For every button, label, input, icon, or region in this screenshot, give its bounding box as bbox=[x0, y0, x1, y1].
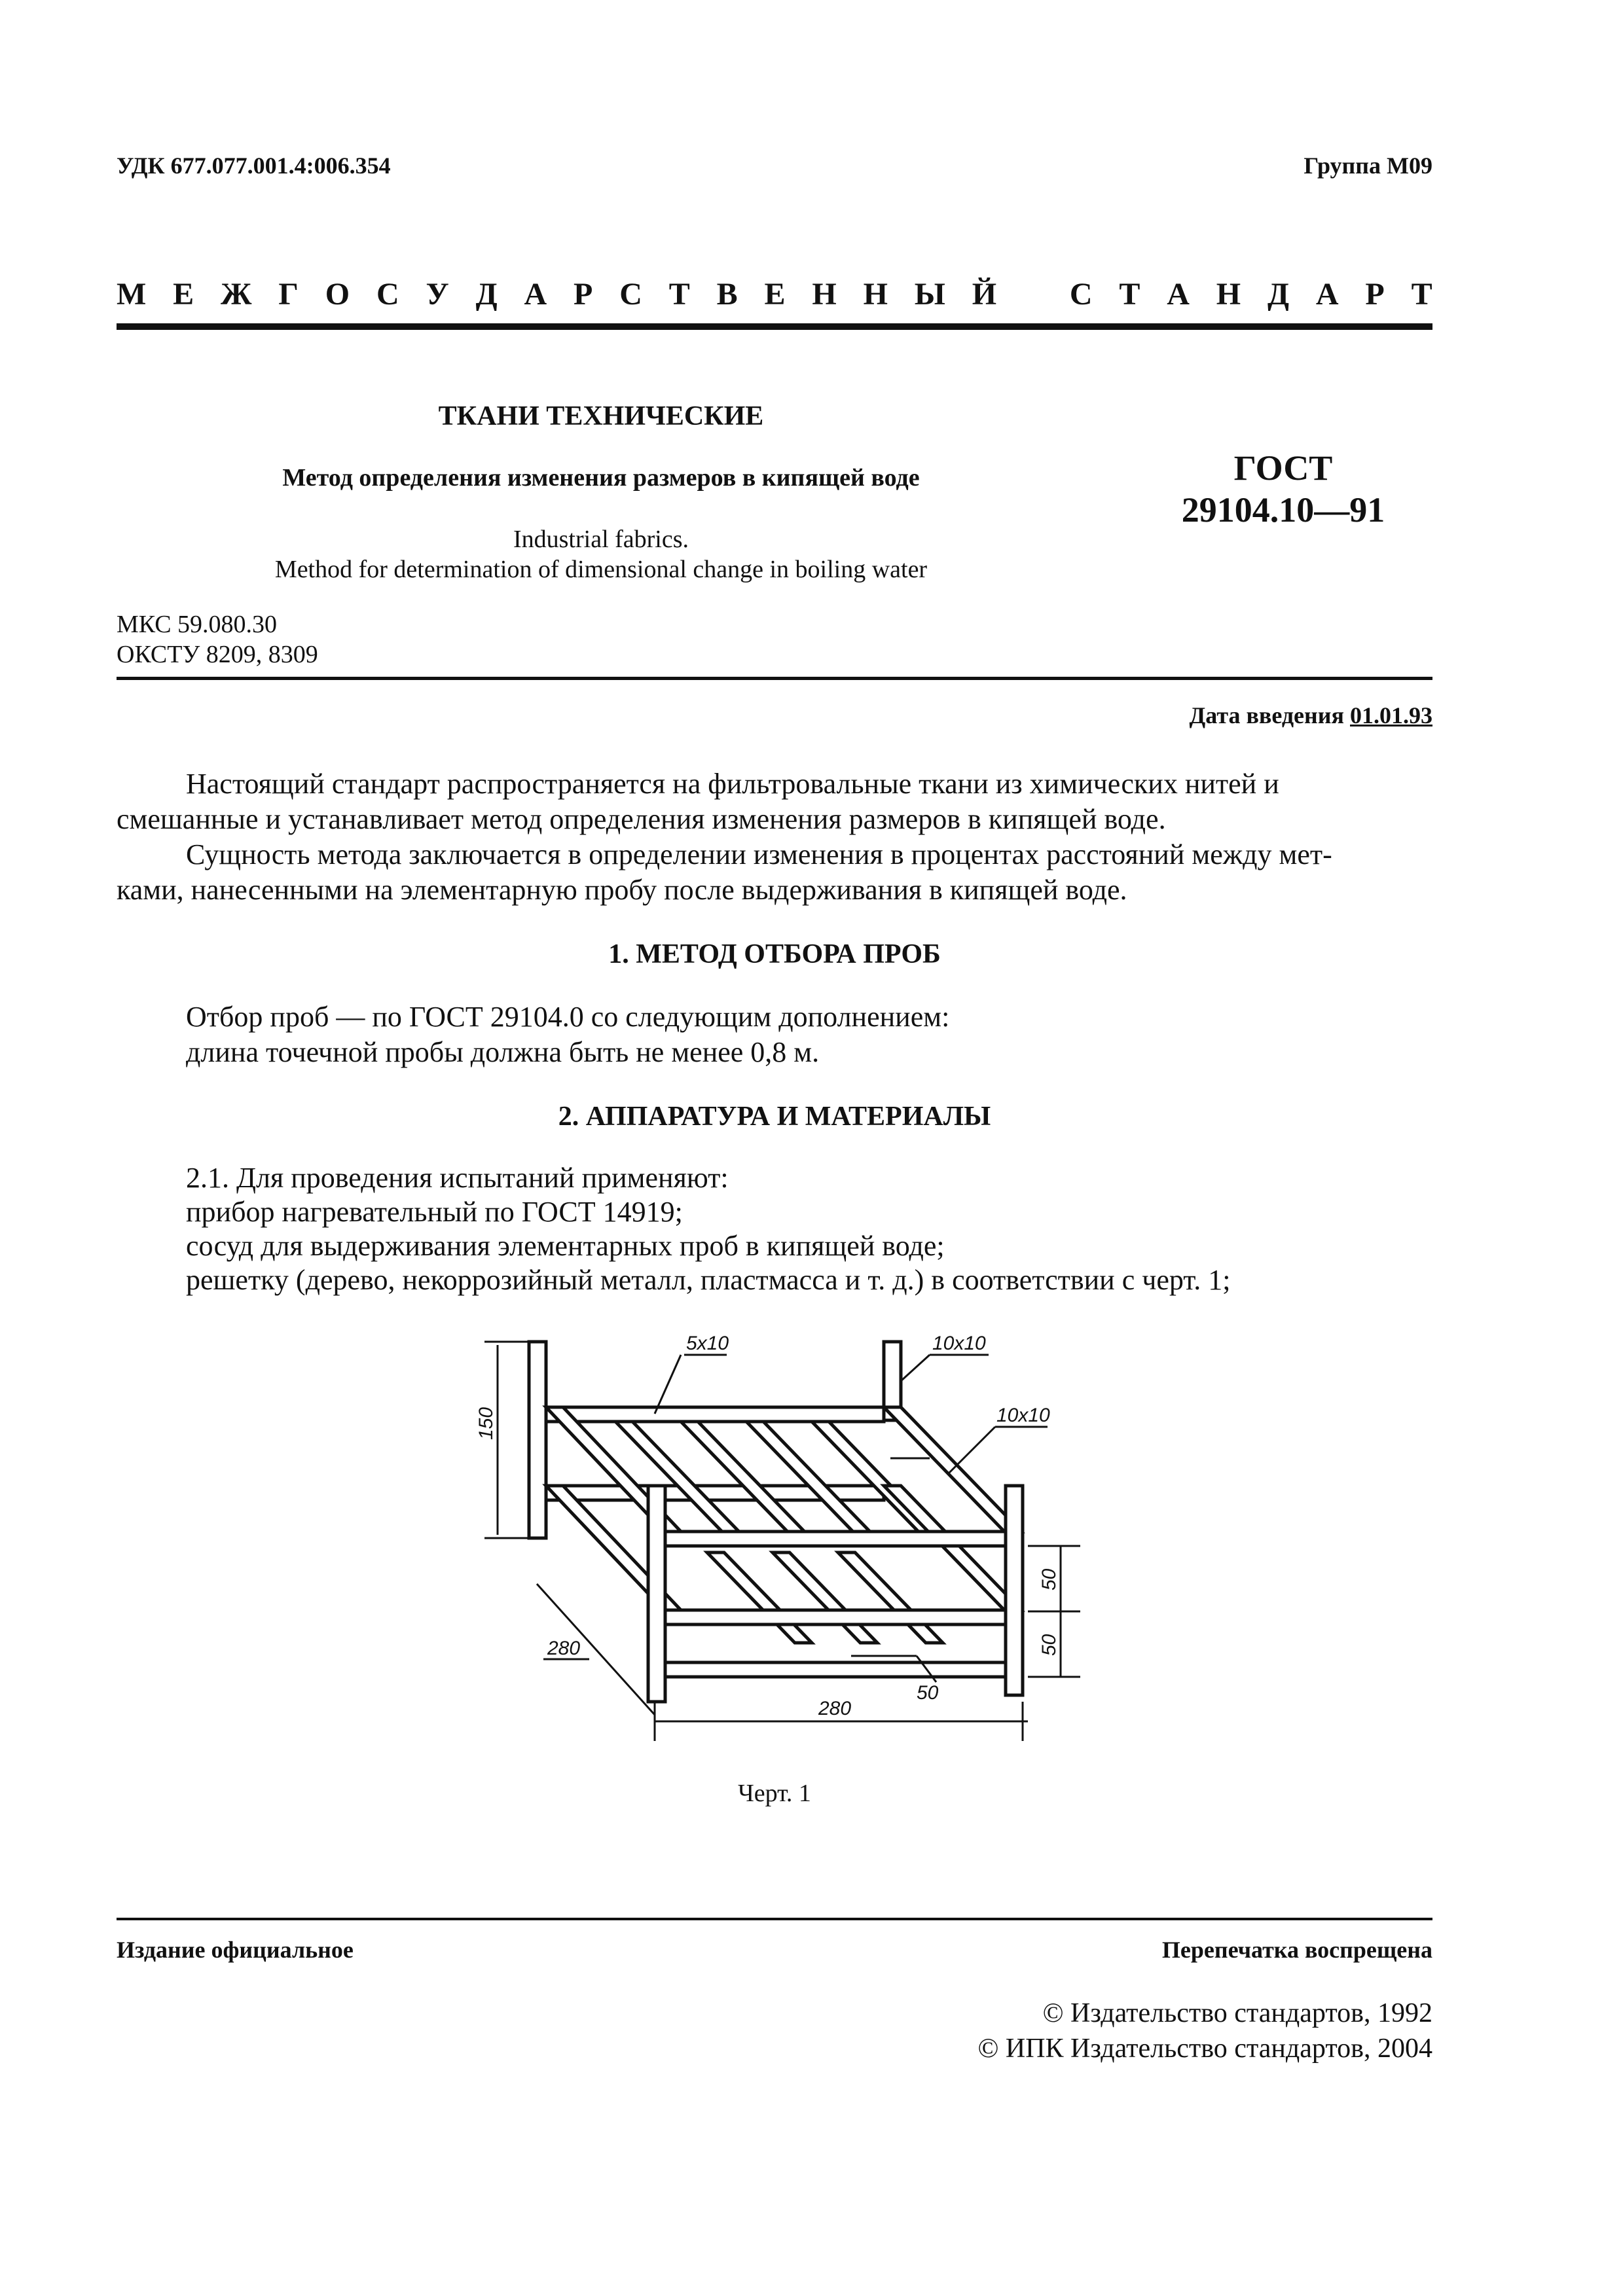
dim-50-lower-label: 50 bbox=[1038, 1634, 1060, 1656]
udk-code: УДК 677.077.001.4:006.354 bbox=[117, 152, 391, 179]
intro-p1-line1: Настоящий стандарт распространяется на фильтровальные ткани из химических нитей и bbox=[186, 768, 1279, 800]
banner-letter: А bbox=[1315, 277, 1339, 312]
gost-number: 29104.10—91 bbox=[1181, 490, 1385, 529]
front-top-rail bbox=[664, 1532, 1021, 1546]
section-1-line1: Отбор проб — по ГОСТ 29104.0 со следующим дополнением: bbox=[186, 1001, 950, 1033]
banner-letter: С bbox=[376, 277, 399, 312]
banner-letter: Н bbox=[1216, 277, 1241, 312]
section-2-title: 2. АППАРАТУРА И МАТЕРИАЛЫ bbox=[558, 1102, 991, 1132]
title-method: Метод определения изменения размеров в кипящей воде bbox=[282, 464, 920, 492]
group-code: Группа М09 bbox=[1304, 152, 1432, 179]
date-label: Дата введения bbox=[1189, 702, 1350, 728]
banner-letter: Н bbox=[863, 277, 888, 312]
banner-letter: О bbox=[325, 277, 350, 312]
front-right-post bbox=[1006, 1486, 1023, 1695]
banner-letter: Н bbox=[812, 277, 837, 312]
banner-letter: С bbox=[1069, 277, 1093, 312]
title-english-1: Industrial fabrics. bbox=[513, 526, 689, 553]
right-lower-side-rail bbox=[884, 1486, 1021, 1610]
front-left-post bbox=[648, 1486, 665, 1702]
figure-caption: Черт. 1 bbox=[738, 1780, 811, 1807]
banner-letter: Е bbox=[173, 277, 194, 312]
section-1-line2: длина точечной пробы должна быть не менее 0,8 м. bbox=[186, 1036, 820, 1068]
banner-letter: У bbox=[426, 277, 449, 312]
banner-letter: Е bbox=[764, 277, 786, 312]
dim-280-depth-label: 280 bbox=[547, 1638, 581, 1659]
title-english-2: Method for determination of dimensional change in boiling water bbox=[274, 556, 928, 583]
date-value: 01.01.93 bbox=[1350, 702, 1432, 728]
copyright-2004: © ИПК Издательство стандартов, 2004 bbox=[977, 2034, 1432, 2064]
dim-5x10-label: 5x10 bbox=[686, 1333, 729, 1354]
banner-letter: Д bbox=[1267, 277, 1290, 312]
back-top-rail bbox=[546, 1407, 884, 1422]
banner-letter: А bbox=[524, 277, 547, 312]
banner-letter: М bbox=[117, 277, 147, 312]
banner-letter: А bbox=[1167, 277, 1190, 312]
section-2-line2: прибор нагревательный по ГОСТ 14919; bbox=[186, 1196, 683, 1228]
banner-letter: Г bbox=[278, 277, 299, 312]
intro-p1-line2: смешанные и устанавливает метод определения изменения размеров в кипящей воде. bbox=[117, 803, 1166, 835]
slat bbox=[746, 1422, 884, 1546]
section-2-line4: решетку (дерево, некоррозийный металл, пластмасса и т. д.) в соответствии с черт. 1; bbox=[186, 1264, 1231, 1296]
gost-label: ГОСТ bbox=[1233, 448, 1333, 488]
dim-50-upper-label: 50 bbox=[1038, 1568, 1060, 1590]
back-left-post bbox=[529, 1342, 546, 1538]
footer-rule bbox=[117, 1918, 1432, 1920]
dim-150-label: 150 bbox=[475, 1407, 497, 1440]
banner-letter: Р bbox=[574, 277, 593, 312]
reprint-notice: Перепечатка воспрещена bbox=[1161, 1937, 1432, 1963]
section-1-title: 1. МЕТОД ОТБОРА ПРОБ bbox=[608, 939, 941, 969]
front-middle-rail bbox=[664, 1610, 1021, 1624]
dim-10x10-top-label: 10x10 bbox=[932, 1333, 986, 1354]
banner-letter: Т bbox=[668, 277, 690, 312]
copyright-1992: © Издательство стандартов, 1992 bbox=[1042, 1998, 1432, 2028]
banner-letter: Ы bbox=[914, 277, 945, 312]
banner-letter: Т bbox=[1119, 277, 1140, 312]
dim-280-width-label: 280 bbox=[818, 1698, 852, 1719]
slat bbox=[681, 1422, 818, 1546]
banner-letter: Т bbox=[1411, 277, 1432, 312]
title-main: ТКАНИ ТЕХНИЧЕСКИЕ bbox=[438, 401, 764, 431]
dim-50-inner-label: 50 bbox=[917, 1682, 939, 1704]
intro-p2-line2: ками, нанесенными на элементарную пробу после выдерживания в кипящей воде. bbox=[117, 874, 1127, 906]
intro-p2-line1: Сущность метода заключается в определении изменения в процентах расстояний между мет- bbox=[186, 838, 1332, 870]
banner-letter: С bbox=[619, 277, 642, 312]
dim-10x10-side-label: 10x10 bbox=[996, 1405, 1050, 1426]
front-bottom-rail bbox=[664, 1662, 1021, 1677]
official-edition: Издание официальное bbox=[117, 1937, 354, 1963]
section-2-line3: сосуд для выдерживания элементарных проб в кипящей воде; bbox=[186, 1230, 945, 1262]
banner-letter: Д bbox=[475, 277, 498, 312]
okstu-code: ОКСТУ 8209, 8309 bbox=[117, 641, 318, 668]
section-2-line1: 2.1. Для проведения испытаний применяют: bbox=[186, 1162, 729, 1194]
banner-letter: Р bbox=[1365, 277, 1385, 312]
mks-code: МКС 59.080.30 bbox=[117, 611, 278, 638]
banner-letter: Ж bbox=[221, 277, 252, 312]
banner-letter: Й bbox=[972, 277, 997, 312]
banner-letter: В bbox=[716, 277, 738, 312]
